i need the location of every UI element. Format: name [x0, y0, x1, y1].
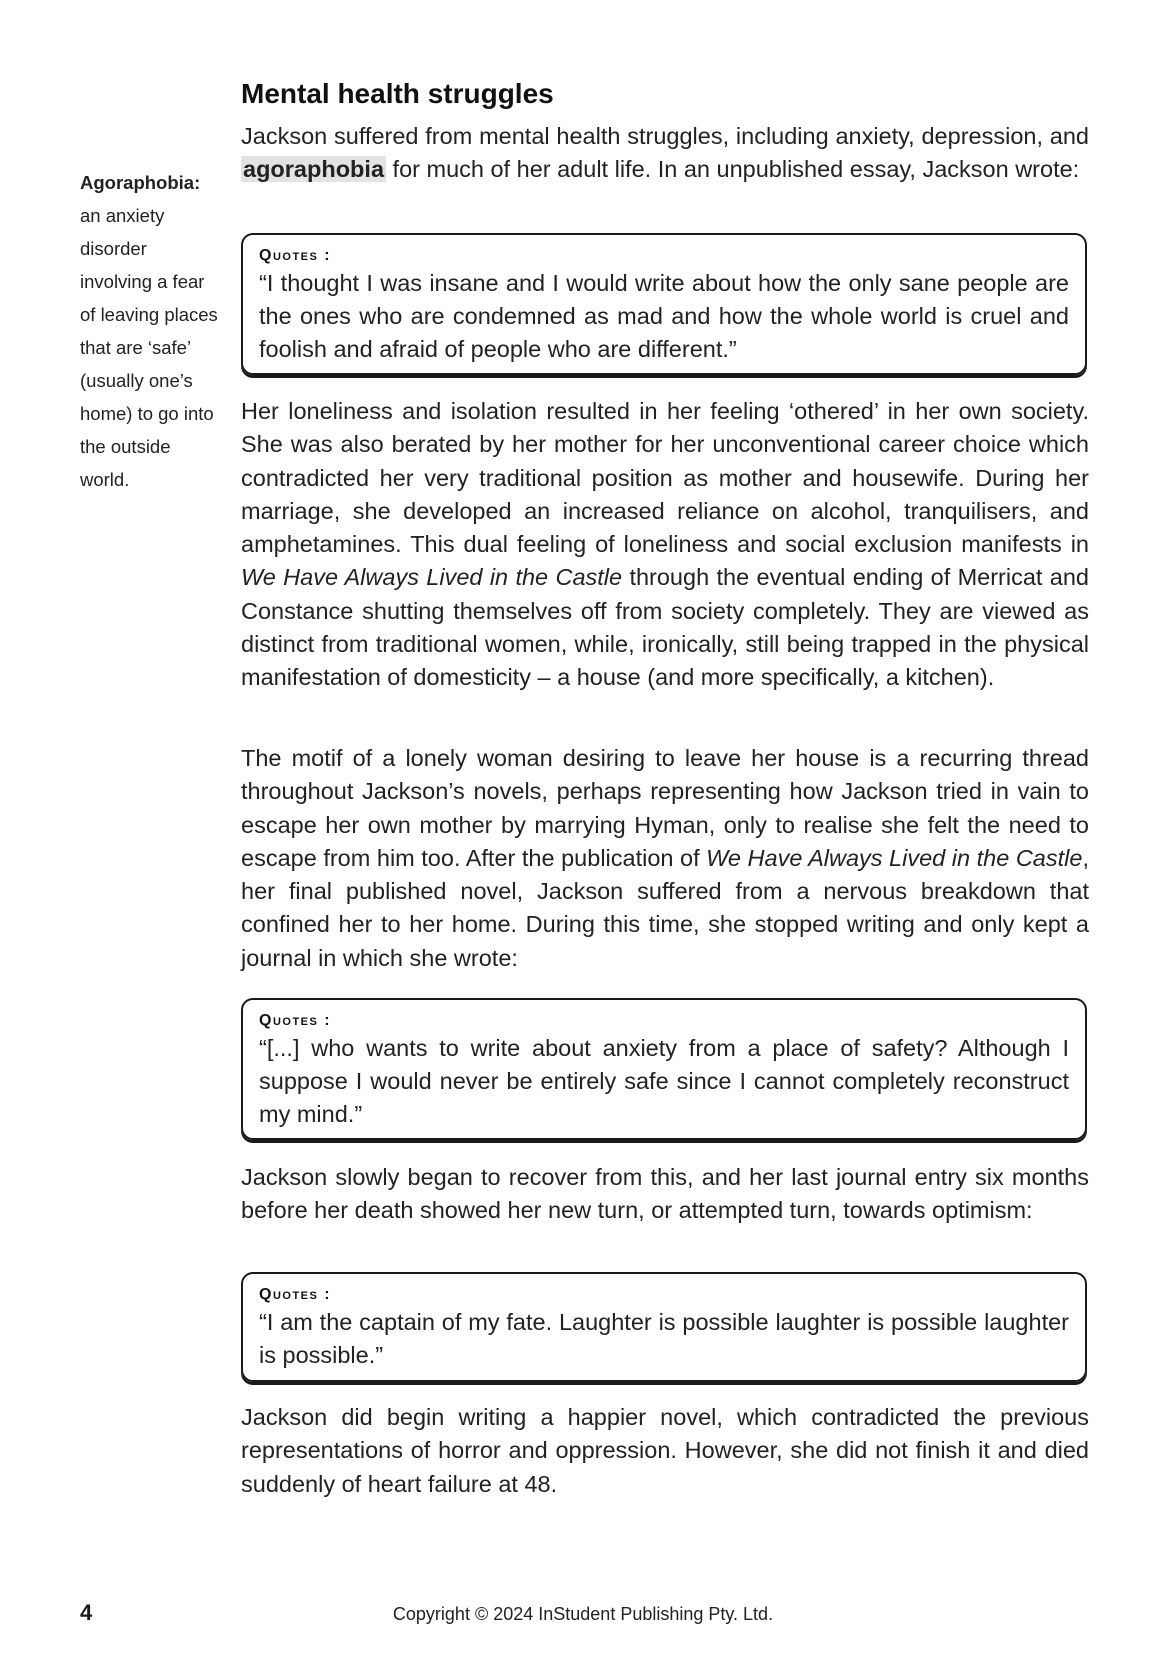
quote-box-2 [241, 998, 1087, 1140]
body-paragraph-2 [241, 395, 1089, 695]
quote-box-3 [241, 1272, 1087, 1382]
paragraph-text: The motif of a lonely woman desiring to leave her house is a recurring thread throughout Jackson’s novels, perhaps representing how Jackson tried in vain to escape her own mother by marrying Hyman, only to realise she felt the need to escape from him too. After the publication of [241, 745, 1089, 871]
paragraph-text: through the eventual ending of Merricat and Constance shutting themselves off from society completely. They are viewed as distinct from traditional women, while, ironically, still being trapped in the physical manifestation of domesticity – a house (and more specifically, a kitchen). [241, 564, 1089, 691]
intro-text-after: for much of her adult life. In an unpublished essay, Jackson wrote: [386, 156, 1080, 183]
quote-label: Quotes : [259, 1286, 332, 1303]
intro-paragraph [241, 120, 1089, 187]
quote-text: “I am the captain of my fate. Laughter is possible laughter is possible laughter is possible.” [259, 1309, 1069, 1368]
book-title: We Have Always Lived in the Castle [241, 564, 623, 591]
copyright-footer: Copyright © 2024 InStudent Publishing Pty. Ltd. [392, 1604, 774, 1624]
quote-text: “[...] who wants to write about anxiety from a place of safety? Although I suppose I would never be entirely safe since I cannot completely reconstruct my mind.” [259, 1035, 1069, 1127]
paragraph-text: Jackson slowly began to recover from this, and her last journal entry six months before her death showed her new turn, or attempted turn, towards optimism: [241, 1164, 1089, 1224]
glossary-sidebar [80, 166, 220, 496]
section-heading: Mental health struggles [241, 78, 554, 109]
quote-label: Quotes : [259, 1012, 332, 1029]
page-number: 4 [80, 1600, 93, 1625]
highlighted-term: agoraphobia [243, 156, 385, 183]
body-paragraph-5 [241, 1401, 1089, 1501]
body-paragraph-4 [241, 1161, 1089, 1228]
quote-label: Quotes : [259, 247, 332, 264]
quote-box-1 [241, 233, 1087, 375]
intro-text-before: Jackson suffered from mental health struggles, including anxiety, depression, and [241, 123, 1089, 149]
book-title: We Have Always Lived in the Castle [706, 844, 1083, 871]
quote-text: “I thought I was insane and I would write about how the only sane people are the ones who are condemned as mad and how the whole world is cruel and foolish and afraid of people who are different.” [259, 270, 1069, 362]
paragraph-text: Jackson did begin writing a happier novel, which contradicted the previous representations of horror and oppression. However, she did not finish it and died suddenly of heart failure at 48. [241, 1404, 1089, 1497]
paragraph-text: Her loneliness and isolation resulted in her feeling ‘othered’ in her own society. She was also berated by her mother for her unconventional career choice which contradicted her very traditional position as mother and housewife. During her marriage, she developed an increased reliance on alcohol, tranquilisers, and amphetamines. This dual feeling of loneliness and social exclusion manifests in [241, 398, 1089, 558]
paragraph-text: , her final published novel, Jackson suffered from a nervous breakdown that confined her to her home. During this time, she stopped writing and only kept a journal in which she wrote: [241, 844, 1089, 971]
body-paragraph-3 [241, 742, 1089, 975]
glossary-definition: an anxiety disorder involving a fear of leaving places that are ‘safe’ (usually one’s home) to go into the outside world. [80, 205, 218, 490]
glossary-term: Agoraphobia: [80, 172, 201, 193]
